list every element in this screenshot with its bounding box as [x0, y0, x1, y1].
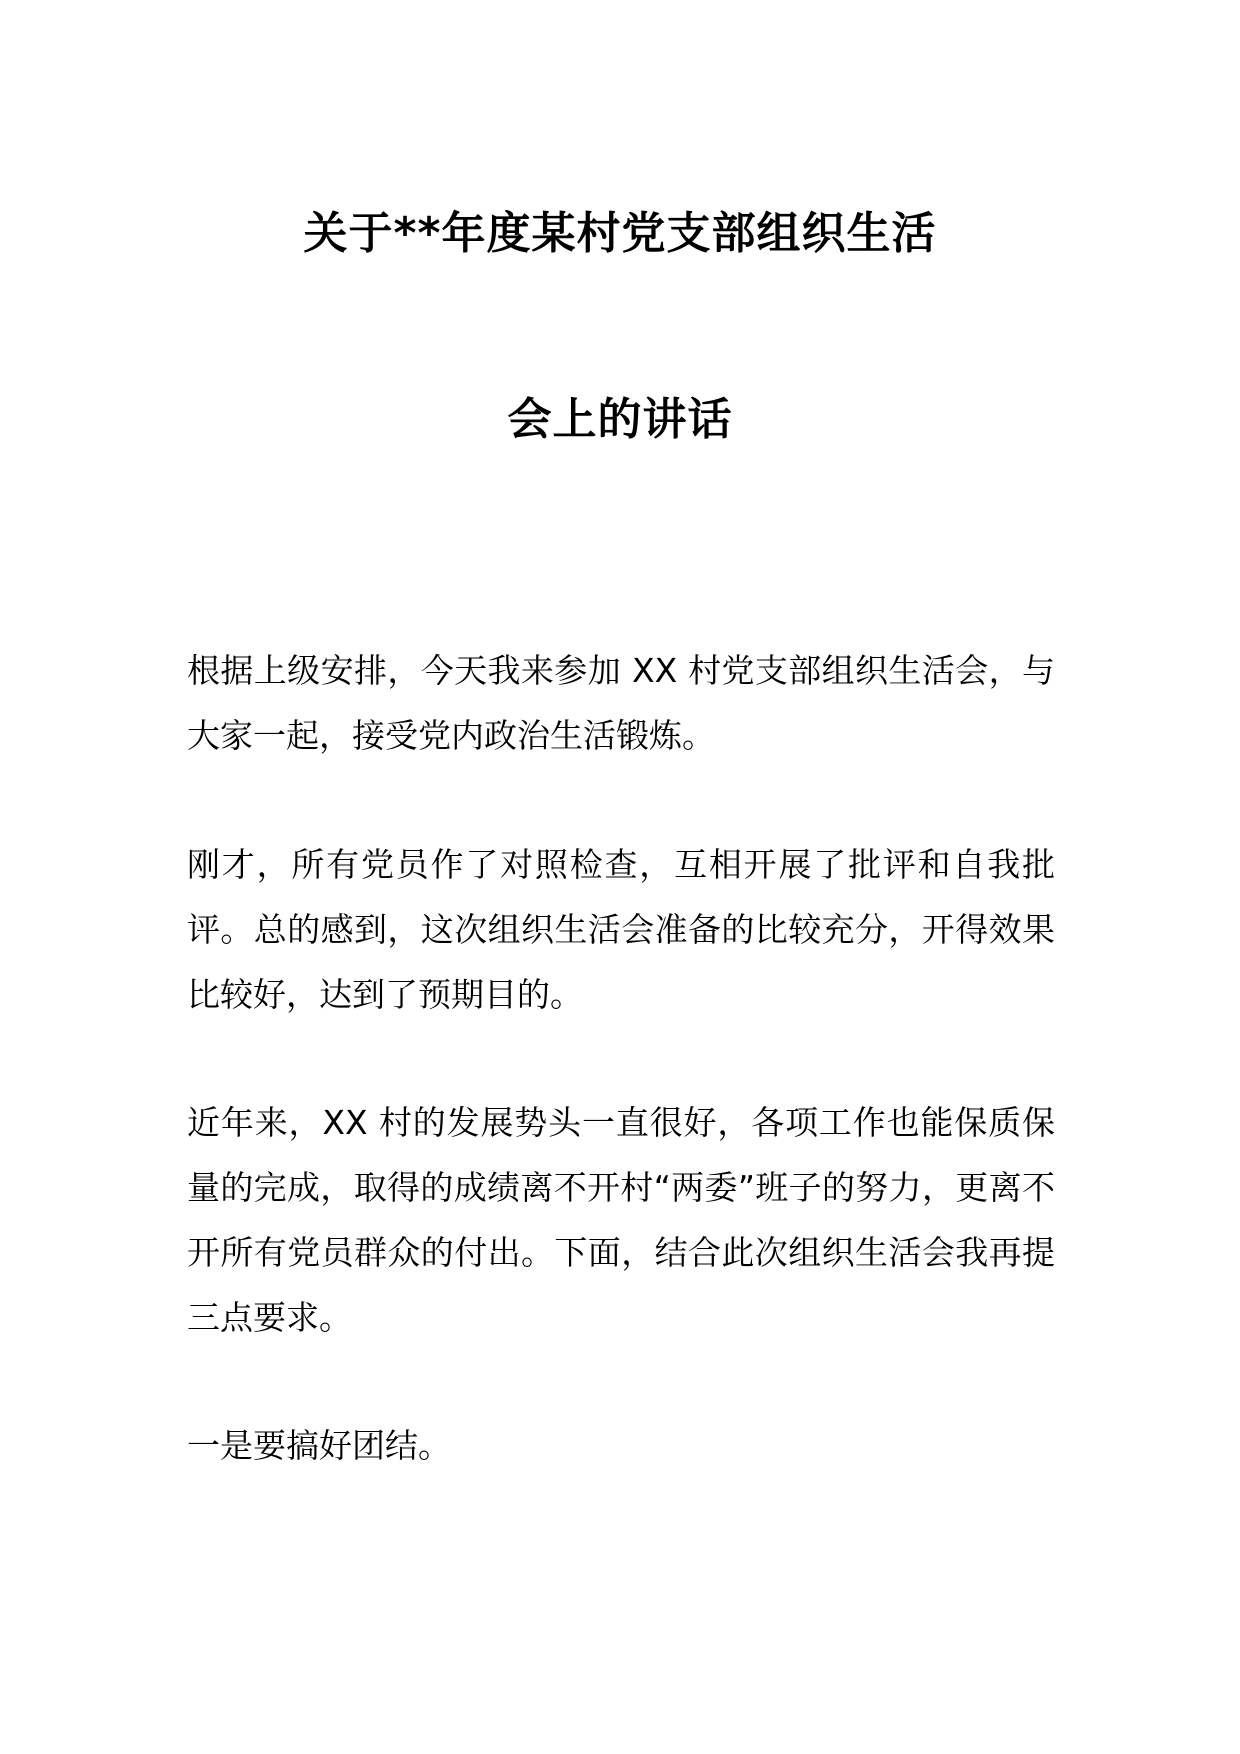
- document-title-line-2: 会上的讲话: [507, 394, 733, 445]
- document-title-line-1: 关于**年度某村党支部组织生活: [303, 208, 937, 259]
- paragraph-2: 刚才，所有党员作了对照检查，互相开展了批评和自我批评。总的感到，这次组织生活会准备的比较充分，开得效果比较好，达到了预期目的。: [187, 845, 1055, 1014]
- paragraph-3: 近年来，XX 村的发展势头一直很好，各项工作也能保质保量的完成，取得的成绩离不开村“两委”班子的努力，更离不开所有党员群众的付出。下面，结合此次组织生活会我再提三点要求。: [187, 1103, 1055, 1337]
- paragraph-4: 一是要搞好团结。: [187, 1426, 451, 1465]
- paragraph-1: 根据上级安排，今天我来参加 XX 村党支部组织生活会，与大家一起，接受党内政治生活锻炼。: [187, 651, 1055, 755]
